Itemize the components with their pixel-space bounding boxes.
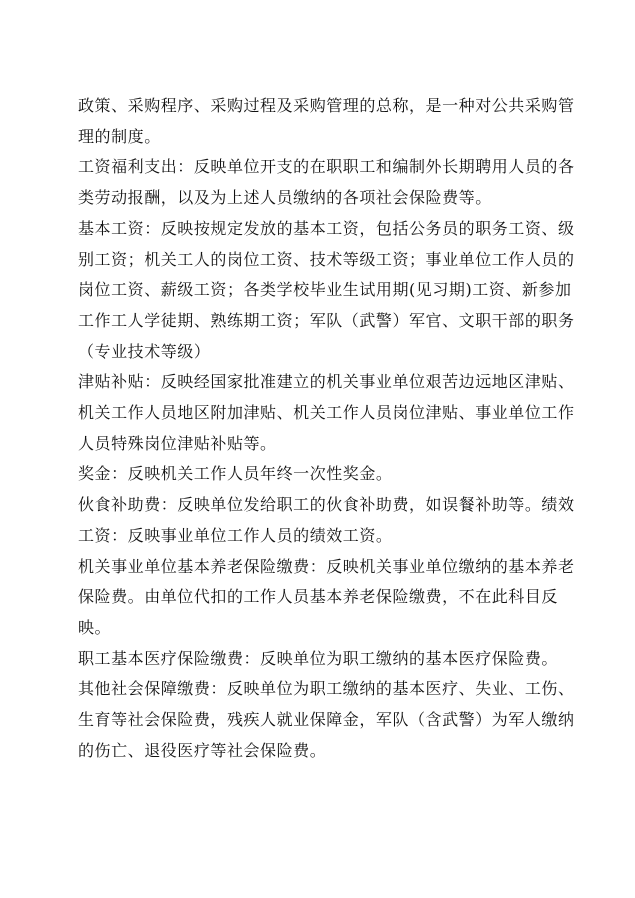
document-body — [78, 91, 578, 766]
paragraph-bonus: 奖金：反映机关工作人员年终一次性奖金。 — [78, 464, 393, 484]
paragraph-other-social-security: 其他社会保障缴费：反映单位为职工缴纳的基本医疗、失业、工伤、生育等社会保险费，残疾人就业保障金，军队（含武警）为军人缴纳的伤亡、退役医疗等社会保险费。 — [78, 679, 575, 760]
paragraph-procurement-definition: 政策、采购程序、采购过程及采购管理的总称，是一种对公共采购管理的制度。 — [78, 96, 575, 146]
paragraph-meal-subsidy: 伙食补助费：反映单位发给职工的伙食补助费，如误餐补助等。绩效工资：反映事业单位工作人员的绩效工资。 — [78, 495, 575, 545]
paragraph-pension-insurance: 机关事业单位基本养老保险缴费：反映机关事业单位缴纳的基本养老保险费。由单位代扣的工作人员基本养老保险缴费，不在此科目反映。 — [78, 556, 575, 637]
paragraph-wages-welfare: 工资福利支出：反映单位开支的在职职工和编制外长期聘用人员的各类劳动报酬，以及为上述人员缴纳的各项社会保险费等。 — [78, 157, 575, 208]
paragraph-allowance: 津贴补贴：反映经国家批准建立的机关事业单位艰苦边远地区津贴、机关工作人员地区附加津贴、机关工作人员岗位津贴、事业单位工作人员特殊岗位津贴补贴等。 — [78, 372, 575, 453]
paragraph-basic-wage: 基本工资：反映按规定发放的基本工资，包括公务员的职务工资、级别工资；机关工人的岗位工资、技术等级工资；事业单位工作人员的岗位工资、薪级工资；各类学校毕业生试用期(见习期)工资、新参加工作工人学徒期、熟练期工资；军队（武警）军官、文职干部的职务（专业技术等级） — [78, 218, 575, 361]
paragraph-medical-insurance: 职工基本医疗保险缴费：反映单位为职工缴纳的基本医疗保险费。 — [78, 648, 558, 668]
